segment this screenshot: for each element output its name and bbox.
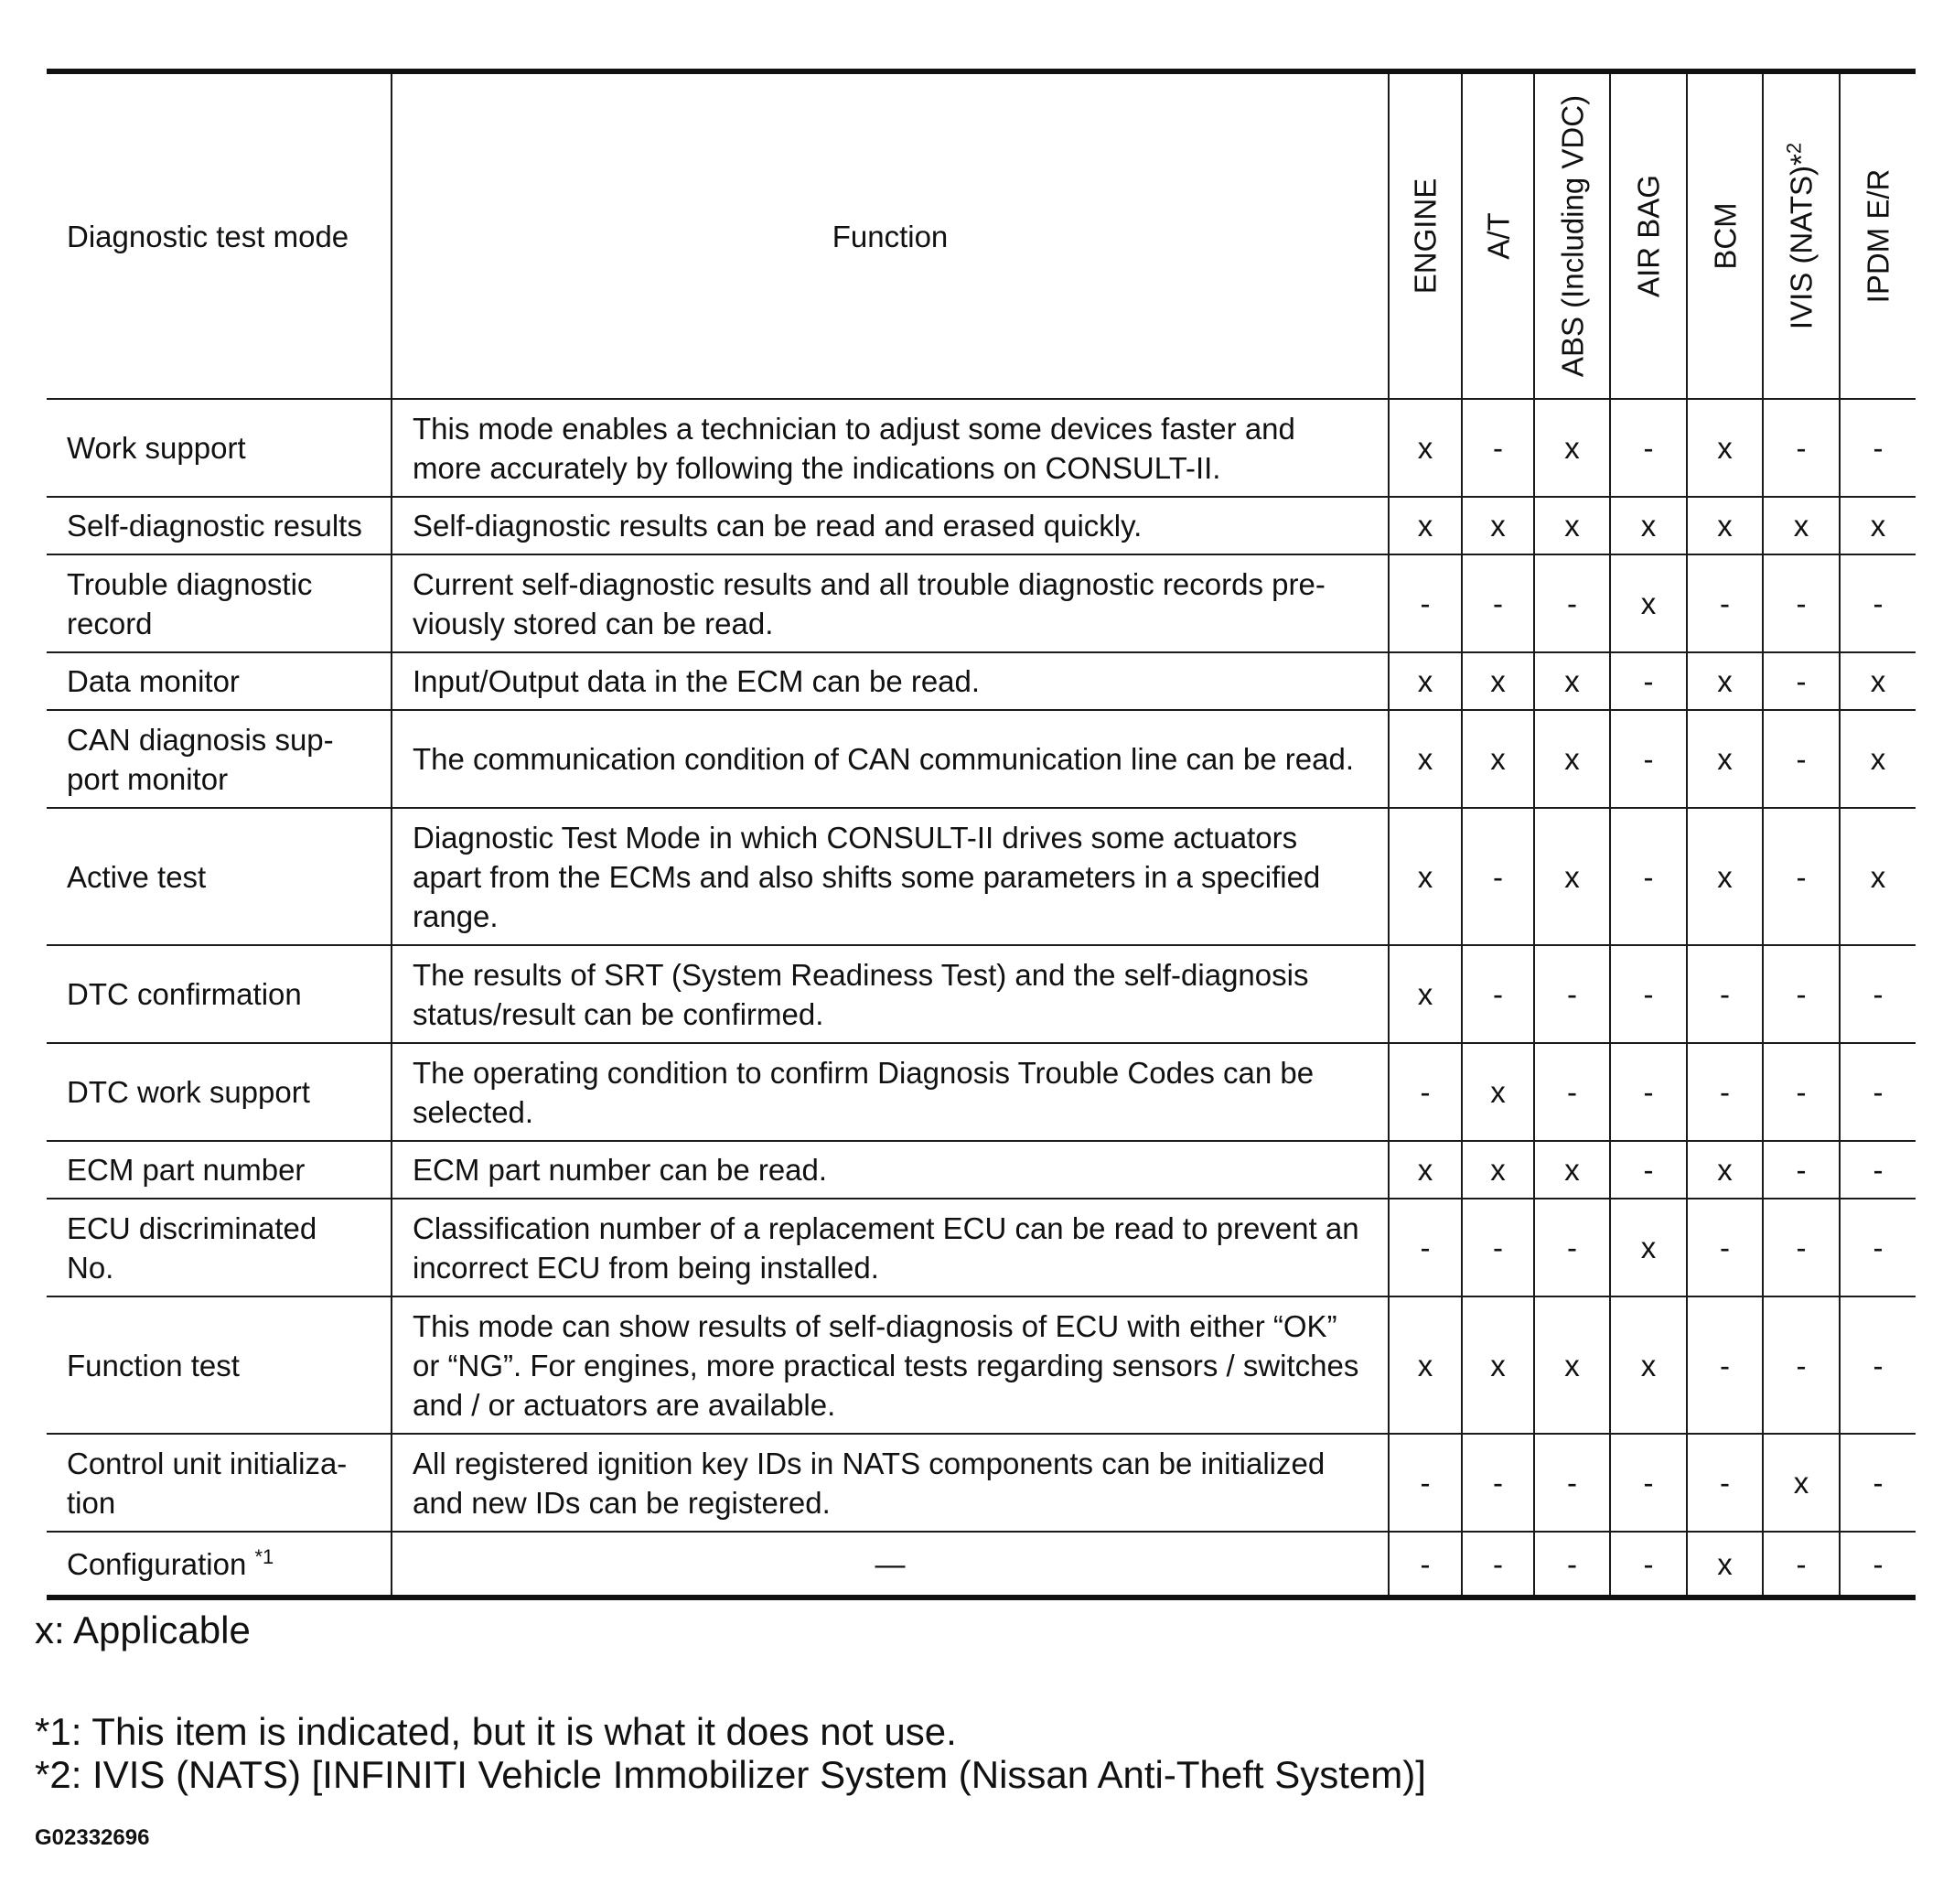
row-function-cell: The operating condition to confirm Diagnosis Trouble Codes can be selected. bbox=[392, 1043, 1389, 1141]
row-mode-footnote-mark: *1 bbox=[254, 1544, 274, 1568]
header-unit-label: IVIS (NATS)*$^2$ bbox=[1782, 142, 1819, 330]
applicability-mark: - bbox=[1610, 1043, 1687, 1141]
applicability-mark: x bbox=[1462, 497, 1534, 554]
applicability-mark: - bbox=[1610, 1532, 1687, 1597]
header-unit-ipdm-er bbox=[1840, 71, 1916, 399]
applicability-mark: - bbox=[1610, 399, 1687, 497]
row-mode-label: Data monitor bbox=[67, 664, 240, 698]
applicability-mark: x bbox=[1840, 808, 1916, 945]
applicability-mark: x bbox=[1389, 497, 1462, 554]
applicability-mark: x bbox=[1462, 710, 1534, 808]
applicability-mark: - bbox=[1389, 1434, 1462, 1532]
row-mode-cell bbox=[47, 652, 392, 710]
row-mode-label: DTC confirmation bbox=[67, 977, 302, 1011]
header-unit-label: A/T bbox=[1481, 212, 1515, 260]
row-function-cell: ECM part number can be read. bbox=[392, 1141, 1389, 1199]
header-unit-label: BCM bbox=[1708, 202, 1742, 270]
applicability-mark: x bbox=[1389, 808, 1462, 945]
header-unit-label: IPDM E/R bbox=[1861, 168, 1895, 304]
applicability-mark: - bbox=[1840, 1199, 1916, 1296]
diagnostic-mode-table bbox=[47, 69, 1916, 1600]
applicability-mark: x bbox=[1687, 652, 1763, 710]
applicability-mark: - bbox=[1763, 1199, 1840, 1296]
applicability-mark: - bbox=[1840, 1532, 1916, 1597]
table-row bbox=[47, 945, 1916, 1043]
applicability-mark: - bbox=[1763, 1296, 1840, 1434]
applicability-mark: - bbox=[1462, 1434, 1534, 1532]
applicability-mark: - bbox=[1763, 399, 1840, 497]
applicability-mark: - bbox=[1687, 1296, 1763, 1434]
table-row bbox=[47, 399, 1916, 497]
row-mode-cell bbox=[47, 808, 392, 945]
applicability-mark: x bbox=[1610, 497, 1687, 554]
applicability-mark: - bbox=[1534, 554, 1610, 652]
row-function-cell: Current self-diagnostic results and all trouble diagnostic records pre-viously stored can be read. bbox=[392, 554, 1389, 652]
applicability-mark: x bbox=[1840, 497, 1916, 554]
row-function-cell: — bbox=[392, 1532, 1389, 1597]
applicability-mark: x bbox=[1462, 652, 1534, 710]
diagnostic-mode-table-container bbox=[47, 69, 1916, 1600]
row-mode-cell bbox=[47, 710, 392, 808]
row-mode-label: DTC work support bbox=[67, 1075, 310, 1109]
applicability-mark: - bbox=[1840, 1296, 1916, 1434]
applicability-mark: - bbox=[1763, 710, 1840, 808]
row-mode-label: Configuration bbox=[67, 1546, 255, 1581]
applicability-mark: - bbox=[1534, 1434, 1610, 1532]
row-mode-label: Work support bbox=[67, 431, 246, 465]
applicability-mark: - bbox=[1687, 1199, 1763, 1296]
applicability-mark: - bbox=[1610, 945, 1687, 1043]
applicability-mark: - bbox=[1389, 1199, 1462, 1296]
applicability-mark: - bbox=[1534, 1199, 1610, 1296]
applicability-mark: - bbox=[1389, 554, 1462, 652]
table-row bbox=[47, 710, 1916, 808]
applicability-mark: x bbox=[1389, 1141, 1462, 1199]
applicability-mark: - bbox=[1389, 1532, 1462, 1597]
table-row bbox=[47, 808, 1916, 945]
row-mode-cell bbox=[47, 1199, 392, 1296]
row-function-cell: The results of SRT (System Readiness Test) and the self-diagnosis status/result can be confirmed. bbox=[392, 945, 1389, 1043]
row-mode-label: Self-diagnostic results bbox=[67, 509, 362, 543]
row-function-cell: Self-diagnostic results can be read and erased quickly. bbox=[392, 497, 1389, 554]
applicability-mark: x bbox=[1687, 399, 1763, 497]
legend-applicable: x: Applicable bbox=[35, 1608, 251, 1651]
applicability-mark: - bbox=[1687, 945, 1763, 1043]
applicability-mark: x bbox=[1687, 710, 1763, 808]
applicability-mark: - bbox=[1462, 399, 1534, 497]
applicability-mark: x bbox=[1763, 497, 1840, 554]
applicability-mark: - bbox=[1763, 652, 1840, 710]
applicability-mark: - bbox=[1840, 1141, 1916, 1199]
row-mode-cell bbox=[47, 399, 392, 497]
applicability-mark: x bbox=[1462, 1141, 1534, 1199]
row-mode-cell bbox=[47, 554, 392, 652]
applicability-mark: - bbox=[1763, 1141, 1840, 1199]
applicability-mark: - bbox=[1763, 1043, 1840, 1141]
applicability-mark: - bbox=[1610, 652, 1687, 710]
table-row bbox=[47, 497, 1916, 554]
row-mode-cell bbox=[47, 1141, 392, 1199]
row-mode-cell bbox=[47, 1532, 392, 1597]
table-row bbox=[47, 1141, 1916, 1199]
row-mode-cell bbox=[47, 1296, 392, 1434]
applicability-mark: x bbox=[1462, 1296, 1534, 1434]
applicability-mark: x bbox=[1389, 399, 1462, 497]
applicability-mark: x bbox=[1534, 497, 1610, 554]
header-unit-bcm bbox=[1687, 71, 1763, 399]
applicability-mark: - bbox=[1462, 808, 1534, 945]
table-body bbox=[47, 399, 1916, 1597]
applicability-mark: - bbox=[1840, 945, 1916, 1043]
applicability-mark: x bbox=[1462, 1043, 1534, 1141]
row-function-cell: The communication condition of CAN communication line can be read. bbox=[392, 710, 1389, 808]
header-unit-air-bag bbox=[1610, 71, 1687, 399]
header-function: Function bbox=[392, 71, 1389, 399]
applicability-mark: x bbox=[1534, 1296, 1610, 1434]
applicability-mark: - bbox=[1840, 1043, 1916, 1141]
applicability-mark: - bbox=[1534, 945, 1610, 1043]
row-mode-cell bbox=[47, 1434, 392, 1532]
header-row bbox=[47, 71, 1916, 399]
header-unit-at bbox=[1462, 71, 1534, 399]
row-mode-label: ECM part number bbox=[67, 1153, 306, 1187]
applicability-mark: - bbox=[1610, 1434, 1687, 1532]
header-unit-label: ENGINE bbox=[1408, 177, 1443, 295]
table-row bbox=[47, 1434, 1916, 1532]
row-function-cell: This mode can show results of self-diagnosis of ECU with either “OK” or “NG”. For engines, more practical tests regarding sensors / switches and / or actuators are available. bbox=[392, 1296, 1389, 1434]
row-function-cell: Classification number of a replacement ECU can be read to prevent an incorrect ECU from being installed. bbox=[392, 1199, 1389, 1296]
applicability-mark: - bbox=[1763, 945, 1840, 1043]
applicability-mark: x bbox=[1534, 710, 1610, 808]
applicability-mark: x bbox=[1687, 497, 1763, 554]
applicability-mark: - bbox=[1687, 1434, 1763, 1532]
row-mode-label: CAN diagnosis sup-port monitor bbox=[67, 722, 334, 796]
applicability-mark: - bbox=[1462, 1199, 1534, 1296]
applicability-mark: x bbox=[1534, 808, 1610, 945]
row-mode-cell bbox=[47, 497, 392, 554]
header-unit-label: AIR BAG bbox=[1631, 175, 1666, 297]
row-mode-label: Active test bbox=[67, 859, 207, 894]
header-diagnostic-test-mode: Diagnostic test mode bbox=[47, 71, 392, 399]
row-mode-label: Function test bbox=[67, 1348, 240, 1382]
row-function-cell: Input/Output data in the ECM can be read. bbox=[392, 652, 1389, 710]
applicability-mark: - bbox=[1462, 1532, 1534, 1597]
applicability-mark: x bbox=[1534, 1141, 1610, 1199]
applicability-mark: x bbox=[1840, 710, 1916, 808]
header-unit-engine bbox=[1389, 71, 1462, 399]
table-row bbox=[47, 1532, 1916, 1597]
table-row bbox=[47, 554, 1916, 652]
applicability-mark: x bbox=[1534, 399, 1610, 497]
applicability-mark: - bbox=[1763, 1532, 1840, 1597]
table-row bbox=[47, 652, 1916, 710]
row-mode-label: Trouble diagnostic record bbox=[67, 566, 313, 640]
applicability-mark: x bbox=[1389, 945, 1462, 1043]
applicability-mark: x bbox=[1763, 1434, 1840, 1532]
applicability-mark: - bbox=[1389, 1043, 1462, 1141]
applicability-mark: x bbox=[1687, 808, 1763, 945]
applicability-mark: - bbox=[1840, 1434, 1916, 1532]
applicability-mark: - bbox=[1610, 808, 1687, 945]
applicability-mark: - bbox=[1462, 945, 1534, 1043]
applicability-mark: x bbox=[1534, 652, 1610, 710]
applicability-mark: x bbox=[1610, 554, 1687, 652]
row-function-cell: All registered ignition key IDs in NATS components can be initialized and new IDs can be registered. bbox=[392, 1434, 1389, 1532]
applicability-mark: x bbox=[1389, 652, 1462, 710]
header-unit-ivis-nats bbox=[1763, 71, 1840, 399]
applicability-mark: - bbox=[1763, 554, 1840, 652]
applicability-mark: - bbox=[1610, 710, 1687, 808]
header-unit-label: ABS (Including VDC) bbox=[1555, 94, 1589, 378]
applicability-mark: - bbox=[1687, 554, 1763, 652]
footnote-1: *1: This item is indicated, but it is what it does not use. bbox=[35, 1710, 957, 1753]
applicability-mark: x bbox=[1610, 1296, 1687, 1434]
applicability-mark: x bbox=[1610, 1199, 1687, 1296]
applicability-mark: x bbox=[1840, 652, 1916, 710]
applicability-mark: x bbox=[1389, 1296, 1462, 1434]
row-mode-cell bbox=[47, 1043, 392, 1141]
figure-id: G02332696 bbox=[35, 1825, 150, 1850]
applicability-mark: - bbox=[1534, 1532, 1610, 1597]
applicability-mark: - bbox=[1687, 1043, 1763, 1141]
row-mode-label: ECU discriminated No. bbox=[67, 1210, 317, 1285]
table-row bbox=[47, 1296, 1916, 1434]
applicability-mark: - bbox=[1763, 808, 1840, 945]
row-mode-label: Control unit initializa-tion bbox=[67, 1446, 348, 1520]
applicability-mark: - bbox=[1534, 1043, 1610, 1141]
applicability-mark: - bbox=[1610, 1141, 1687, 1199]
header-unit-abs bbox=[1534, 71, 1610, 399]
row-function-cell: Diagnostic Test Mode in which CONSULT-II drives some actuators apart from the ECMs and also shifts some parameters in a specified range. bbox=[392, 808, 1389, 945]
applicability-mark: - bbox=[1840, 554, 1916, 652]
footnote-2: *2: IVIS (NATS) [INFINITI Vehicle Immobilizer System (Nissan Anti-Theft System)] bbox=[35, 1753, 1426, 1796]
applicability-mark: x bbox=[1687, 1532, 1763, 1597]
row-function-cell: This mode enables a technician to adjust some devices faster and more accurately by following the indications on CONSULT-II. bbox=[392, 399, 1389, 497]
table-row bbox=[47, 1043, 1916, 1141]
applicability-mark: x bbox=[1389, 710, 1462, 808]
row-mode-cell bbox=[47, 945, 392, 1043]
applicability-mark: x bbox=[1687, 1141, 1763, 1199]
table-row bbox=[47, 1199, 1916, 1296]
applicability-mark: - bbox=[1462, 554, 1534, 652]
applicability-mark: - bbox=[1840, 399, 1916, 497]
